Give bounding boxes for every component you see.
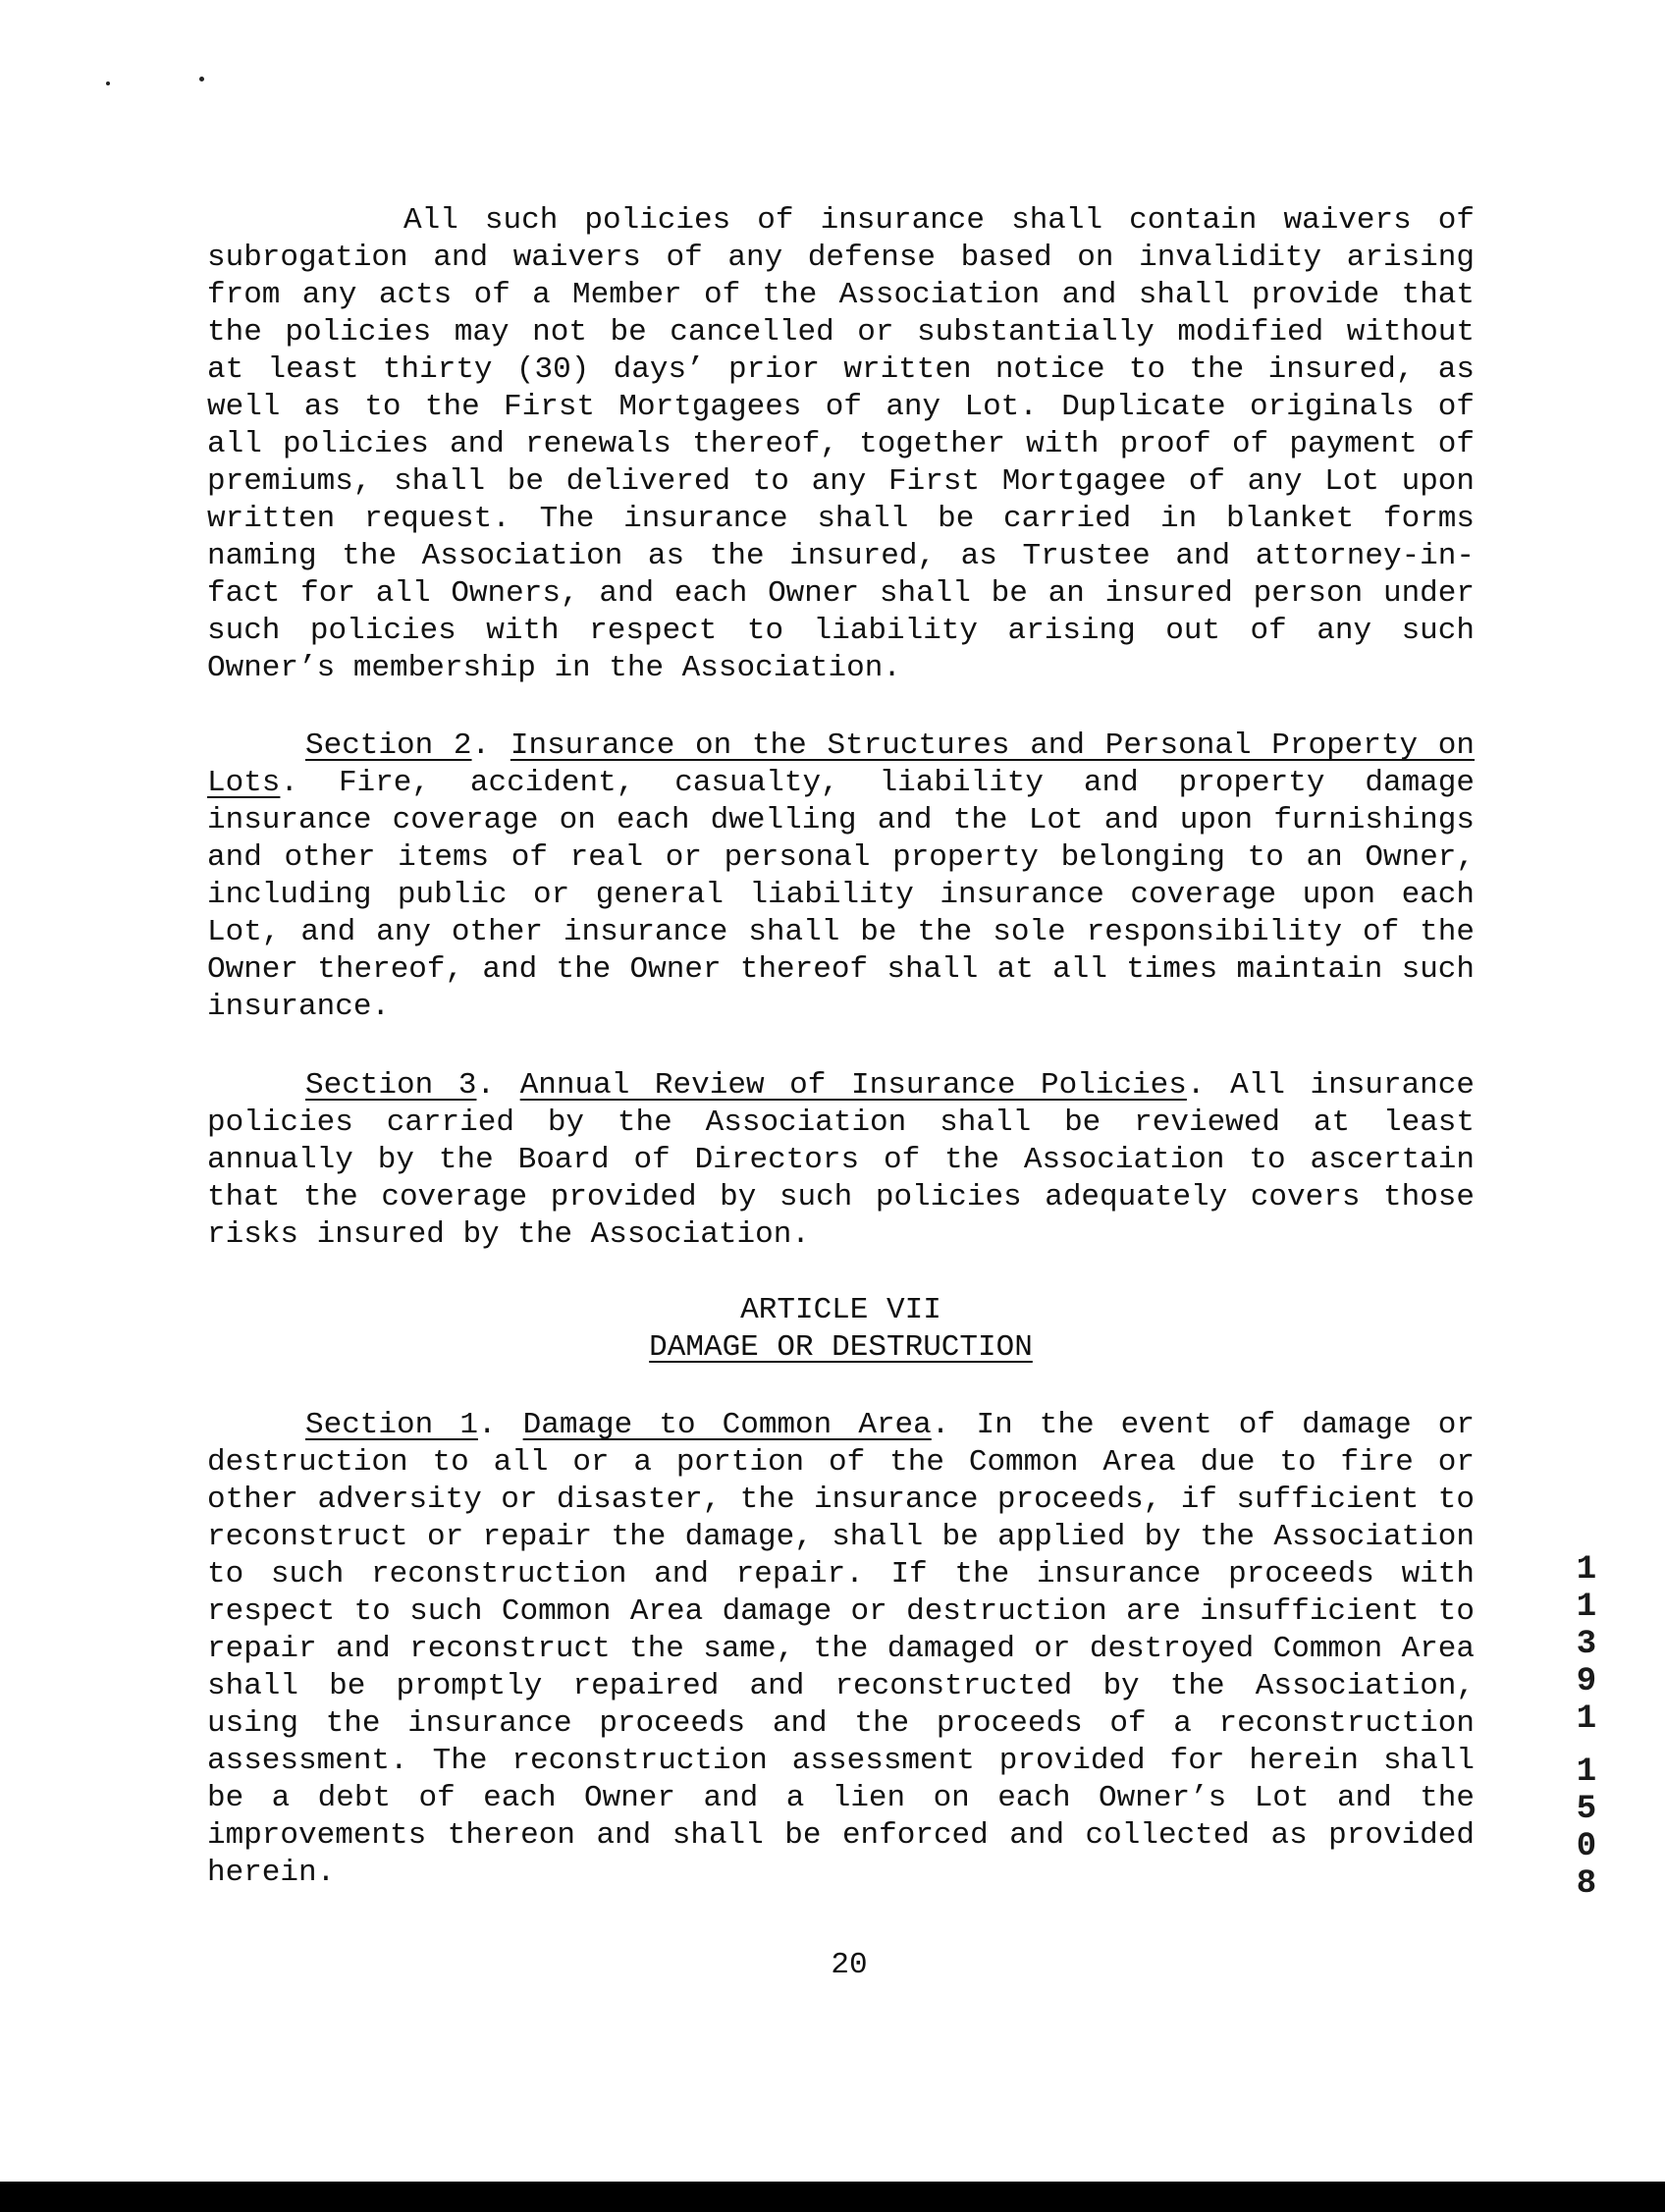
stamp-digit: 0 — [1576, 1828, 1597, 1865]
stamp-digit: 9 — [1576, 1663, 1597, 1700]
stamp-digit: 8 — [1576, 1865, 1597, 1903]
section-2-text: Fire, accident, casualty, liability and property damage insurance coverage on each dwelling and the Lot and upon furnishings and other items of real or personal property belonging to an Owner, including public or general liability insurance coverage upon each Lot, and any other insurance shall be the sole responsibility of the Owner thereof, and the Owner thereof shall at all times maintain such insurance. — [207, 766, 1475, 1024]
article-heading — [207, 1292, 1475, 1367]
section-2-title: Insurance on the Structures and Personal Property on Lots — [207, 728, 1475, 800]
scan-speck — [106, 81, 110, 85]
paragraph-insurance-waivers: All such policies of insurance shall contain waivers of subrogation and waivers of any defense based on invalidity arising from any acts of a Member of the Association and shall provide that the policies may not be cancelled or substantially modified without at least thirty (30) days’ prior written notice to the insured, as well as to the First Mortgagees of any Lot. Duplicate originals of all policies and renewals thereof, together with proof of payment of premiums, shall be delivered to any First Mortgagee of any Lot upon written request. The insurance shall be carried in blanket forms naming the Association as the insured, as Trustee and attorney-in-fact for all Owners, and each Owner shall be an insured person under such policies with respect to liability arising out of any such Owner’s membership in the Association. — [207, 203, 1475, 685]
stamp-digit: 1 — [1576, 1753, 1597, 1791]
section-separator: . — [1186, 1068, 1231, 1103]
section-separator: . — [477, 1408, 523, 1442]
section-3-title: Annual Review of Insurance Policies — [519, 1068, 1187, 1103]
section-3-number: Section 3 — [305, 1068, 477, 1103]
article-section-1-paragraph — [207, 1407, 1475, 1892]
stamp-digit: 1 — [1576, 1551, 1597, 1589]
section-separator: . — [476, 1068, 520, 1103]
section-separator: . — [931, 1408, 977, 1442]
section-2-number: Section 2 — [305, 728, 472, 763]
document-stamp-number-1 — [1567, 1551, 1606, 1738]
article-title: DAMAGE OR DESTRUCTION — [649, 1330, 1033, 1365]
section-3-paragraph — [207, 1067, 1475, 1254]
article-section-1-number: Section 1 — [305, 1408, 478, 1442]
stamp-digit: 3 — [1576, 1626, 1597, 1663]
section-3-text: All insurance policies carried by the Association shall be reviewed at least annually by the Board of Directors of the Association to ascertain that the coverage provided by such policies adequately covers those risks insured by the Association. — [207, 1068, 1475, 1252]
article-section-1-title: Damage to Common Area — [522, 1408, 932, 1442]
page-number: 20 — [831, 1948, 868, 1982]
article-section-1-text: In the event of damage or destruction to all or a portion of the Common Area due to fire or other adversity or disaster, the insurance proceeds, if sufficient to reconstruct or repair the damage, shall be applied by the Association to such reconstruction and repair. If the insurance proceeds with respect to such Common Area damage or destruction are insufficient to repair and reconstruct the same, the damaged or destroyed Common Area shall be promptly repaired and reconstructed by the Association, using the insurance proceeds and the proceeds of a reconstruction assessment. The reconstruction assessment provided for herein shall be a debt of each Owner and a lien on each Owner’s Lot and the improvements thereon and shall be enforced and collected as provided herein. — [207, 1408, 1475, 1890]
article-number: ARTICLE VII — [740, 1293, 941, 1327]
stamp-digit: 5 — [1576, 1791, 1597, 1828]
document-stamp-number-2 — [1567, 1753, 1606, 1903]
stamp-digit: 1 — [1576, 1589, 1597, 1626]
section-separator: . — [471, 728, 510, 763]
stamp-digit: 1 — [1576, 1700, 1597, 1738]
section-separator: . — [280, 766, 339, 800]
scan-speck — [199, 77, 204, 81]
section-2-paragraph — [207, 728, 1475, 1026]
